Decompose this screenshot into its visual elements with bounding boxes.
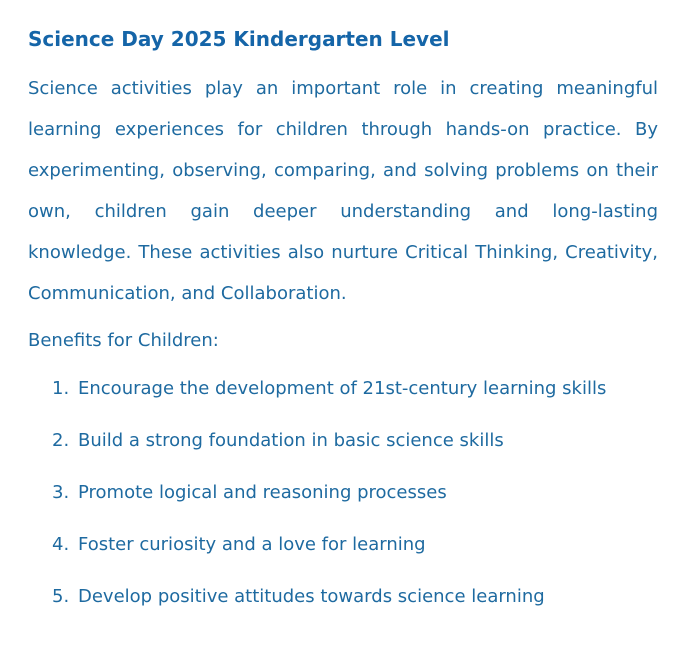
list-item-text: Foster curiosity and a love for learning: [78, 534, 426, 555]
list-item: [52, 528, 658, 562]
page-title: Science Day 2025 Kindergarten Level: [28, 27, 450, 51]
list-item-text: Encourage the development of 21st-century learning skills: [78, 378, 607, 399]
benefits-heading: Benefits for Children:: [28, 330, 219, 351]
list-item-number: 2.: [52, 430, 70, 451]
list-item: [52, 580, 658, 614]
list-item-number: 4.: [52, 534, 70, 555]
list-item: [52, 424, 658, 458]
list-item: [52, 476, 658, 510]
list-item-number: 5.: [52, 586, 70, 607]
benefits-list: [28, 372, 658, 614]
list-item-text: Build a strong foundation in basic science skills: [78, 430, 504, 451]
list-item-text: Develop positive attitudes towards science learning: [78, 586, 545, 607]
intro-paragraph: Science activities play an important role in creating meaningful learning experiences for children through hands-on practice. By experimenting, observing, comparing, and solving problems on their own, children gain deeper understanding and long-lasting knowledge. These activities also nurture Critical Thinking, Creativity, Communication, and Collaboration.: [28, 78, 658, 304]
list-item-number: 3.: [52, 482, 70, 503]
list-item-text: Promote logical and reasoning processes: [78, 482, 447, 503]
list-item: [52, 372, 658, 406]
list-item-number: 1.: [52, 378, 70, 399]
